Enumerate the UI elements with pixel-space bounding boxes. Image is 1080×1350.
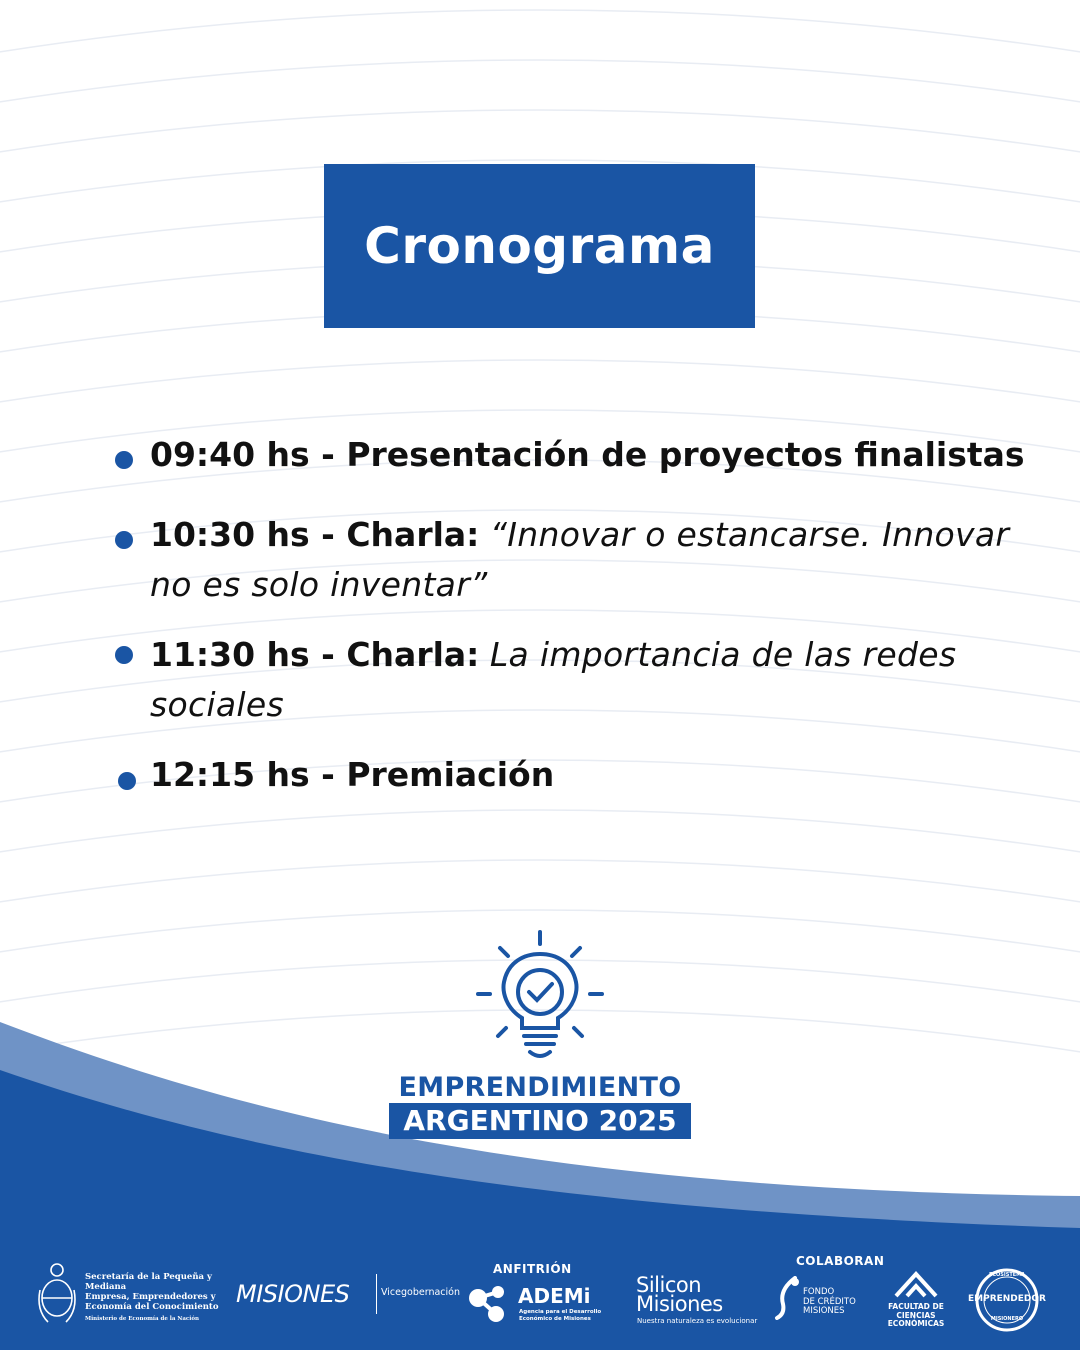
secretaria-ministry: Ministerio de Economía de la Nación [85, 1316, 200, 1322]
silicon-tagline: Nuestra naturaleza es evolucionar [637, 1317, 758, 1325]
facultad-line: CIENCIAS [896, 1310, 936, 1320]
bullet-dot-icon [115, 531, 133, 549]
schedule-item-text [150, 630, 1060, 730]
silicon-line: Silicon [636, 1273, 702, 1297]
ademi-name: ADEMi [518, 1284, 591, 1308]
schedule-time-label: 12:15 hs - Premiación [150, 755, 555, 794]
fondo-line: DE CRÉDITO [803, 1296, 856, 1307]
bullet-dot-icon [115, 646, 133, 664]
fondo-credito-icon [773, 1276, 803, 1320]
divider [376, 1274, 377, 1314]
ademi-icon [468, 1284, 510, 1324]
silicon-misiones-logo [636, 1273, 723, 1316]
bullet-dot-icon [118, 772, 136, 790]
facultad-icon [893, 1270, 939, 1298]
ademi-sub-line: Económico de Misiones [519, 1315, 591, 1322]
ecosistema-center: EMPRENDEDOR [968, 1294, 1046, 1304]
fondo-line: MISIONES [803, 1306, 845, 1316]
facultad-text [884, 1303, 948, 1329]
ecosistema-bottom: MISIONERO [990, 1316, 1024, 1322]
event-logo-line1: EMPRENDIMIENTO [398, 1072, 682, 1103]
fondo-line: FONDO [803, 1287, 835, 1297]
talk-title: “Innovar o estancarse. Innovar no es solo inventar” [150, 515, 1010, 604]
page-title: Cronograma [364, 217, 715, 275]
secretaria-text [85, 1272, 235, 1324]
bullet-dot-icon [115, 451, 133, 469]
schedule-item-text [150, 750, 1060, 800]
schedule-time-label: 09:40 hs - Presentación de proyectos finalistas [150, 435, 1025, 474]
talk-title: La importancia de las redes sociales [150, 635, 957, 724]
misiones-logo: MISIONES [236, 1280, 350, 1308]
colaboran-label: COLABORAN [796, 1254, 885, 1268]
lightbulb-check-icon [470, 928, 610, 1068]
ecosistema-top: ECOSISTEMA [988, 1272, 1026, 1278]
title-banner [324, 164, 755, 328]
anfitrion-label: ANFITRIÓN [493, 1262, 572, 1276]
ademi-sub [519, 1309, 601, 1322]
schedule-time-label: 11:30 hs - Charla: [150, 635, 480, 674]
facultad-line: ECONÓMICAS [887, 1319, 945, 1328]
schedule-item-text [150, 510, 1060, 610]
fondo-credito-text [803, 1288, 856, 1317]
event-logo-line2: ARGENTINO 2025 [389, 1103, 691, 1139]
secretaria-line: Economía del Conocimiento [85, 1302, 219, 1312]
sponsor-footer [0, 1240, 1080, 1350]
misiones-sub: Vicegobernación [381, 1287, 460, 1298]
secretaria-line: Empresa, Emprendedores y [85, 1292, 216, 1302]
ademi-sub-line: Agencia para el Desarrollo [519, 1309, 602, 1315]
silicon-line: Misiones [636, 1292, 723, 1316]
argentina-coat-of-arms-icon [34, 1260, 80, 1330]
schedule-time-label: 10:30 hs - Charla: [150, 515, 480, 554]
schedule-item-text [150, 430, 1060, 480]
secretaria-line: Secretaría de la Pequeña y Mediana [85, 1272, 212, 1292]
facultad-line: FACULTAD DE [888, 1302, 944, 1311]
